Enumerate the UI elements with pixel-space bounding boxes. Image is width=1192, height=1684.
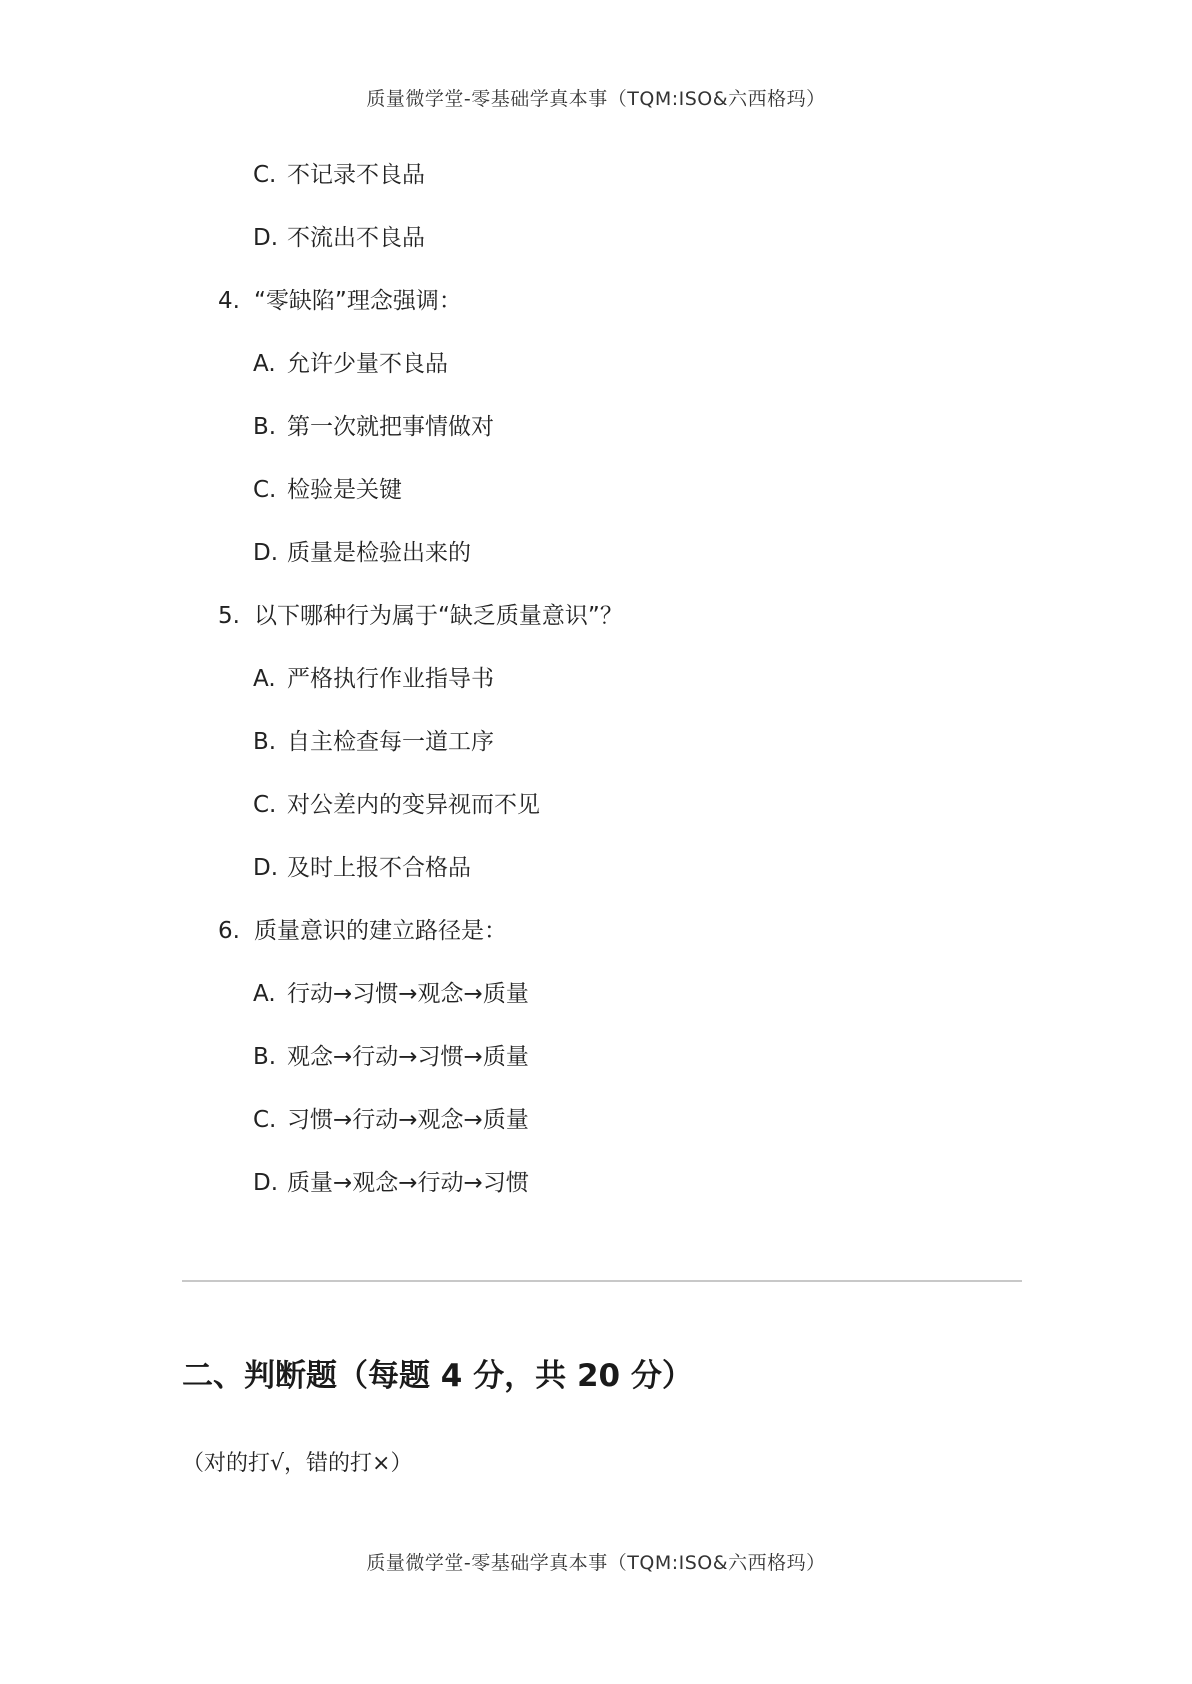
option-letter: C. — [253, 792, 277, 818]
option-text: 对公差内的变异视而不见 — [287, 792, 540, 818]
question-number: 6. — [218, 918, 240, 944]
question-text: 质量意识的建立路径是： — [254, 918, 507, 944]
question-stem — [218, 601, 623, 664]
option-letter: B. — [253, 414, 277, 440]
option-letter: D. — [253, 1170, 279, 1196]
question-4 — [218, 286, 623, 601]
question-text: “零缺陷”理念强调： — [254, 288, 462, 314]
option-b — [218, 1042, 623, 1105]
option-letter: B. — [253, 729, 277, 755]
question-stem — [218, 286, 623, 349]
question-number: 5. — [218, 603, 240, 629]
option-text: 观念→行动→习惯→质量 — [287, 1044, 529, 1070]
option-text: 不记录不良品 — [287, 162, 425, 188]
option-text: 检验是关键 — [287, 477, 402, 503]
option-letter: A. — [253, 666, 276, 692]
option-d — [218, 853, 623, 916]
option-letter: D. — [253, 855, 279, 881]
section-divider — [182, 1280, 1022, 1282]
option-c — [218, 475, 623, 538]
option-text: 习惯→行动→观念→质量 — [287, 1107, 529, 1133]
question-number: 4. — [218, 288, 240, 314]
option-text: 及时上报不合格品 — [287, 855, 471, 881]
question-list — [218, 286, 623, 1231]
section-instruction: （对的打√，错的打×） — [182, 1451, 413, 1476]
section-heading: 二、判断题（每题 4 分，共 20 分） — [182, 1358, 693, 1394]
question-6 — [218, 916, 623, 1231]
option-text: 自主检查每一道工序 — [287, 729, 494, 755]
option-d — [218, 1168, 623, 1231]
option-c — [253, 160, 425, 223]
option-text: 允许少量不良品 — [287, 351, 448, 377]
option-d — [218, 538, 623, 601]
option-a — [218, 349, 623, 412]
option-letter: C. — [253, 477, 277, 503]
question-text: 以下哪种行为属于“缺乏质量意识”？ — [254, 603, 623, 629]
option-a — [218, 979, 623, 1042]
question-5 — [218, 601, 623, 916]
option-text: 第一次就把事情做对 — [287, 414, 494, 440]
option-b — [218, 727, 623, 790]
option-text: 质量是检验出来的 — [287, 540, 471, 566]
option-d — [253, 223, 425, 286]
option-letter: C. — [253, 162, 277, 188]
option-letter: C. — [253, 1107, 277, 1133]
option-b — [218, 412, 623, 475]
option-letter: D. — [253, 225, 279, 251]
option-text: 不流出不良品 — [287, 225, 425, 251]
option-text: 严格执行作业指导书 — [287, 666, 494, 692]
option-letter: D. — [253, 540, 279, 566]
option-c — [218, 790, 623, 853]
option-text: 质量→观念→行动→习惯 — [287, 1170, 529, 1196]
option-c — [218, 1105, 623, 1168]
continued-options — [253, 160, 425, 286]
option-letter: A. — [253, 981, 276, 1007]
option-text: 行动→习惯→观念→质量 — [287, 981, 529, 1007]
question-stem — [218, 916, 623, 979]
running-footer: 质量微学堂-零基础学真本事（TQM:ISO&六西格玛） — [366, 1552, 826, 1574]
option-letter: B. — [253, 1044, 277, 1070]
running-header: 质量微学堂-零基础学真本事（TQM:ISO&六西格玛） — [366, 88, 826, 110]
option-a — [218, 664, 623, 727]
option-letter: A. — [253, 351, 276, 377]
